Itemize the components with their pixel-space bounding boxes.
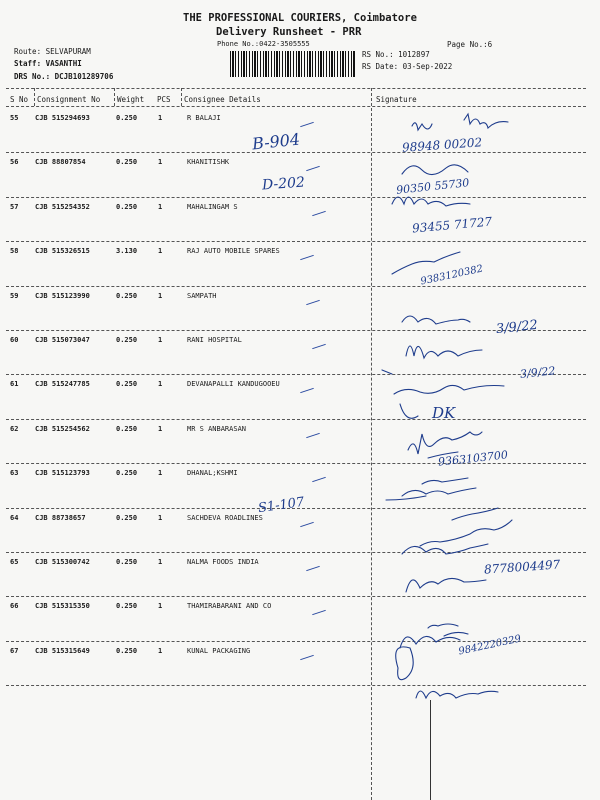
col-pcs: PCS xyxy=(157,95,171,104)
row-weight: 0.250 xyxy=(116,513,138,522)
row-pcs: 1 xyxy=(158,247,163,256)
row-pcs: 1 xyxy=(158,114,163,122)
row-pcs: 1 xyxy=(158,380,163,389)
checkmark-icon xyxy=(306,166,320,171)
row-consignment-no: CJB 515254352 xyxy=(35,202,90,211)
rs-date: RS Date: 03-Sep-2022 xyxy=(362,62,453,71)
row-consignment-no: CJB 515315649 xyxy=(35,646,90,655)
checkmark-icon xyxy=(300,122,314,127)
row-pcs: 1 xyxy=(158,336,163,344)
row-consignee: RANI HOSPITAL xyxy=(187,336,242,344)
row-pcs: 1 xyxy=(158,158,163,167)
drs-number: DRS No.: DCJB101289706 xyxy=(14,72,114,81)
row-consignee: RAJ AUTO MOBILE SPARES xyxy=(187,247,280,256)
handwritten-phone: 8778004497 xyxy=(483,557,561,577)
checkmark-icon xyxy=(300,521,314,526)
column-divider xyxy=(114,88,115,106)
handwritten-flat-number: D-202 xyxy=(261,174,306,194)
row-sno: 56 xyxy=(10,158,19,167)
row-consignment-no: CJB 515294693 xyxy=(35,114,90,122)
barcode xyxy=(230,51,356,77)
row-consignment-no: CJB 515123793 xyxy=(35,469,90,478)
checkmark-icon xyxy=(300,388,314,393)
table-header-rule xyxy=(6,106,586,107)
row-sno: 57 xyxy=(10,202,19,211)
row-pcs: 1 xyxy=(158,424,163,433)
row-sno: 64 xyxy=(10,513,19,522)
checkmark-icon xyxy=(312,477,326,482)
handwritten-initials: DK xyxy=(432,404,456,422)
row-consignee: NALMA FOODS INDIA xyxy=(187,558,259,566)
row-weight: 3.130 xyxy=(116,247,138,256)
row-consignee: SACHDEVA ROADLINES xyxy=(187,513,263,522)
row-weight: 0.250 xyxy=(116,336,138,344)
row-consignee: R BALAJI xyxy=(187,114,221,122)
row-consignee: MAHALINGAM S xyxy=(187,202,238,211)
row-consignee: SAMPATH xyxy=(187,291,217,300)
table-top-rule xyxy=(6,88,586,89)
row-consignee: KUNAL PACKAGING xyxy=(187,646,251,655)
row-sno: 58 xyxy=(10,247,19,256)
row-pcs: 1 xyxy=(158,602,163,611)
row-consignment-no: CJB 515073047 xyxy=(35,336,90,344)
row-sno: 66 xyxy=(10,602,19,611)
row-consignee: DHANAL;KSHMI xyxy=(187,469,238,478)
row-consignment-no: CJB 88807854 xyxy=(35,158,86,167)
row-weight: 0.250 xyxy=(116,558,138,566)
row-pcs: 1 xyxy=(158,291,163,300)
checkmark-icon xyxy=(306,433,320,438)
handwritten-flat-number: B-904 xyxy=(251,129,301,154)
row-consignment-no: CJB 515326515 xyxy=(35,247,90,256)
row-pcs: 1 xyxy=(158,513,163,522)
row-pcs: 1 xyxy=(158,469,163,478)
row-sno: 65 xyxy=(10,558,19,566)
page-number: Page No.:6 xyxy=(447,40,493,49)
row-consignment-no: CJB 515247785 xyxy=(35,380,90,389)
row-consignment-no: CJB 515315350 xyxy=(35,602,90,611)
row-weight: 0.250 xyxy=(116,380,138,389)
column-divider xyxy=(34,88,35,106)
handwritten-flat-number: S1-107 xyxy=(257,494,306,517)
row-consignee: THAMIRABARANI AND CO xyxy=(187,602,272,611)
row-sno: 63 xyxy=(10,469,19,478)
document-title: THE PROFESSIONAL COURIERS, Coimbatore xyxy=(183,12,417,24)
row-consignment-no: CJB 88738657 xyxy=(35,513,86,522)
row-consignee: MR S ANBARASAN xyxy=(187,424,247,433)
margin-line xyxy=(430,700,431,800)
row-weight: 0.250 xyxy=(116,469,138,478)
row-sno: 55 xyxy=(10,114,19,122)
handwritten-date: 3/9/22 xyxy=(519,364,556,381)
checkmark-icon xyxy=(300,255,314,260)
document-subtitle: Delivery Runsheet - PRR xyxy=(216,26,362,38)
checkmark-icon xyxy=(312,211,326,216)
handwritten-phone: 98948 00202 xyxy=(401,135,483,155)
signature-scribbles xyxy=(372,108,598,708)
row-sno: 59 xyxy=(10,291,19,300)
row-pcs: 1 xyxy=(158,202,163,211)
handwritten-phone: 90350 55730 xyxy=(395,176,470,197)
col-consignment: Consignment No xyxy=(37,95,101,104)
checkmark-icon xyxy=(306,299,320,304)
handwritten-phone: 93455 71727 xyxy=(411,214,493,236)
row-weight: 0.250 xyxy=(116,114,138,122)
checkmark-icon xyxy=(300,655,314,660)
col-sno: S No xyxy=(10,95,29,104)
row-sno: 61 xyxy=(10,380,19,389)
row-weight: 0.250 xyxy=(116,291,138,300)
handwritten-phone: 9842220329 xyxy=(457,633,523,658)
row-consignment-no: CJB 515300742 xyxy=(35,558,90,566)
column-divider xyxy=(181,88,182,106)
route-label: Route: SELVAPURAM xyxy=(14,47,91,56)
handwritten-phone: 9363103700 xyxy=(437,448,509,469)
checkmark-icon xyxy=(306,566,320,571)
col-consignee: Consignee Details xyxy=(184,95,261,104)
staff-label: Staff: VASANTHI xyxy=(14,59,82,68)
row-consignment-no: CJB 515254562 xyxy=(35,424,90,433)
rs-number: RS No.: 1012897 xyxy=(362,50,430,59)
handwritten-date: 3/9/22 xyxy=(495,317,539,338)
checkmark-icon xyxy=(312,610,326,615)
row-sno: 67 xyxy=(10,646,19,655)
row-weight: 0.250 xyxy=(116,424,138,433)
row-sno: 60 xyxy=(10,336,19,344)
row-weight: 0.250 xyxy=(116,602,138,611)
row-weight: 0.250 xyxy=(116,202,138,211)
phone-number: Phone No.:0422-3505555 xyxy=(217,40,310,48)
col-signature: Signature xyxy=(376,95,417,104)
row-weight: 0.250 xyxy=(116,158,138,167)
row-consignee: DEVANAPALLI KANDUGOOEU xyxy=(187,380,280,389)
row-consignment-no: CJB 515123990 xyxy=(35,291,90,300)
col-weight: Weight xyxy=(117,95,145,104)
handwritten-phone: 9383120382 xyxy=(419,263,485,288)
row-weight: 0.250 xyxy=(116,646,138,655)
row-consignee: KHANITISHK xyxy=(187,158,230,167)
row-pcs: 1 xyxy=(158,558,163,566)
checkmark-icon xyxy=(312,344,326,349)
row-pcs: 1 xyxy=(158,646,163,655)
row-sno: 62 xyxy=(10,424,19,433)
